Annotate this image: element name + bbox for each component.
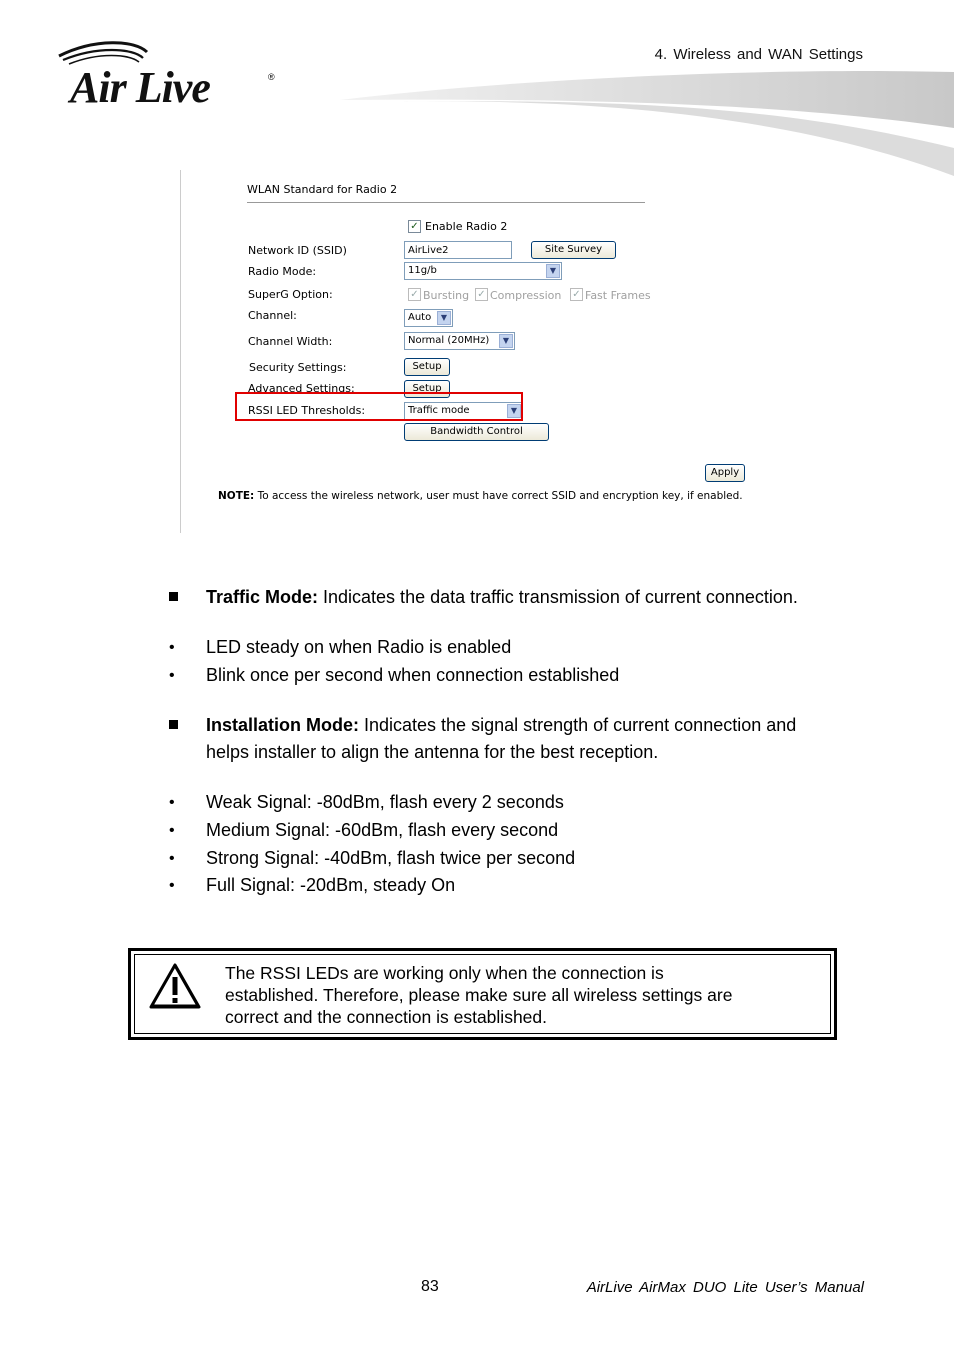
installation-mode-paragraph (206, 712, 796, 739)
chevron-down-icon: ▼ (507, 404, 521, 418)
channel-width-label: Channel Width: (248, 335, 333, 348)
warning-line-1: The RSSI LEDs are working only when the connection is (225, 963, 664, 983)
bullet-dot: • (169, 667, 175, 684)
security-setup-button[interactable]: Setup (404, 358, 450, 376)
signal-bullet-3: Strong Signal: -40dBm, flash twice per second (206, 848, 576, 868)
chevron-down-icon: ▼ (546, 264, 560, 278)
channel-width-select[interactable] (404, 332, 515, 350)
installation-mode-text-1: Indicates the signal strength of current connection and (359, 715, 797, 735)
ssid-label: Network ID (SSID) (248, 244, 347, 257)
channel-select[interactable] (404, 309, 453, 327)
traffic-mode-paragraph (206, 584, 798, 611)
warning-line-3: correct and the connection is established. (225, 1007, 547, 1027)
rssi-value: Traffic mode (408, 405, 470, 416)
chevron-down-icon: ▼ (499, 334, 513, 348)
note-body: To access the wireless network, user must have correct SSID and encryption key, if enabled. (254, 490, 743, 502)
radio-mode-value: 11g/b (408, 265, 437, 276)
page-number: 83 (421, 1278, 439, 1295)
channel-width-value: Normal (20MHz) (408, 335, 490, 346)
bursting-label: Bursting (423, 289, 470, 302)
wlan-title: WLAN Standard for Radio 2 (247, 183, 398, 196)
note-label: NOTE: (218, 490, 255, 502)
traffic-bullet-2: Blink once per second when connection established (206, 665, 620, 685)
apply-button[interactable]: Apply (705, 464, 745, 482)
superg-label: SuperG Option: (248, 288, 333, 301)
warning-line-2: established. Therefore, please make sure all wireless settings are (225, 985, 733, 1005)
advanced-setup-button[interactable]: Setup (404, 380, 450, 398)
advanced-settings-label: Advanced Settings: (248, 382, 355, 395)
enable-radio-label: Enable Radio 2 (425, 220, 508, 233)
signal-bullet-4: Full Signal: -20dBm, steady On (206, 875, 456, 895)
fast-frames-label: Fast Frames (585, 289, 651, 302)
enable-radio-checkbox[interactable]: ✓ (408, 220, 421, 233)
bullet-dot: • (169, 850, 175, 867)
security-settings-label: Security Settings: (249, 361, 347, 374)
compression-label: Compression (490, 289, 562, 302)
fast-frames-checkbox[interactable]: ✓ (570, 288, 583, 301)
channel-value: Auto (408, 312, 432, 323)
registered-mark: ® (268, 72, 275, 82)
traffic-mode-text: Indicates the data traffic transmission of current connection. (318, 587, 798, 607)
chevron-down-icon: ▼ (437, 311, 451, 325)
compression-checkbox[interactable]: ✓ (475, 288, 488, 301)
radio-mode-select[interactable] (404, 262, 562, 280)
radio-mode-label: Radio Mode: (248, 265, 317, 278)
manual-title: AirLive AirMax DUO Lite User’s Manual (586, 1279, 864, 1296)
warning-text (225, 962, 815, 1028)
title-divider (247, 202, 645, 203)
warning-triangle-icon (148, 962, 202, 1010)
traffic-mode-title: Traffic Mode: (206, 587, 319, 607)
header-swoosh (340, 68, 954, 183)
installation-mode-text-2: helps installer to align the antenna for the best reception. (206, 742, 659, 762)
airlive-logo: Air Live (70, 63, 210, 112)
bandwidth-control-button[interactable]: Bandwidth Control (404, 423, 549, 441)
installation-mode-title: Installation Mode: (206, 715, 359, 735)
bullet-dot: • (169, 639, 175, 656)
square-bullet (169, 720, 178, 729)
channel-label: Channel: (248, 309, 297, 322)
ssid-input[interactable]: AirLive2 (404, 241, 512, 259)
bullet-dot: • (169, 822, 175, 839)
bullet-dot: • (169, 877, 175, 894)
site-survey-button[interactable]: Site Survey (531, 241, 616, 259)
rssi-highlight-box (235, 392, 523, 421)
rssi-label: RSSI LED Thresholds: (248, 404, 366, 417)
bullet-dot: • (169, 794, 175, 811)
traffic-bullet-1: LED steady on when Radio is enabled (206, 637, 512, 657)
note-text (218, 490, 743, 502)
signal-bullet-1: Weak Signal: -80dBm, flash every 2 seconds (206, 792, 564, 812)
signal-bullet-2: Medium Signal: -60dBm, flash every second (206, 820, 559, 840)
wlan-settings-screenshot (180, 170, 781, 533)
bursting-checkbox[interactable]: ✓ (408, 288, 421, 301)
square-bullet (169, 592, 178, 601)
chapter-title: 4. Wireless and WAN Settings (654, 46, 863, 63)
